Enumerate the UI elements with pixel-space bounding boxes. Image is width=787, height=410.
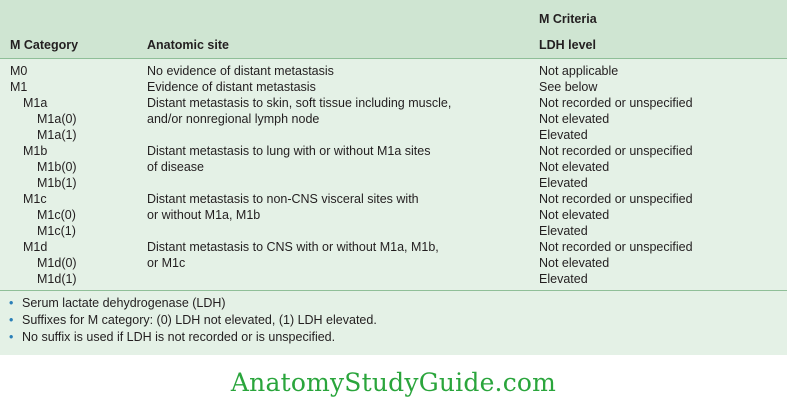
- anatomic-site-cell: of disease: [147, 160, 204, 174]
- category-cell: M1c(0): [37, 208, 76, 222]
- footnote-item: [9, 295, 226, 311]
- category-cell: M1c(1): [37, 224, 76, 238]
- category-cell: M1a(0): [37, 112, 77, 126]
- ldh-level-header: LDH level: [539, 38, 596, 52]
- ldh-level-cell: See below: [539, 80, 598, 94]
- category-cell: M1a: [23, 96, 48, 110]
- anatomic-site-cell: Evidence of distant metastasis: [147, 80, 316, 94]
- ldh-level-cell: Elevated: [539, 128, 588, 142]
- ldh-level-cell: Not applicable: [539, 64, 619, 78]
- category-cell: M1b: [23, 144, 48, 158]
- category-cell: M1d(1): [37, 272, 77, 286]
- category-cell: M1a(1): [37, 128, 77, 142]
- category-cell: M1: [10, 80, 28, 94]
- footnote-item: [9, 329, 335, 345]
- anatomic-site-cell: and/or nonregional lymph node: [147, 112, 320, 126]
- ldh-level-cell: Not elevated: [539, 256, 610, 270]
- footnote-divider: [0, 290, 787, 291]
- category-cell: M0: [10, 64, 28, 78]
- footnote-item: [9, 312, 377, 328]
- footnote-text: No suffix is used if LDH is not recorded or is unspecified.: [22, 330, 336, 344]
- bullet-icon: •: [9, 330, 14, 344]
- ldh-level-cell: Elevated: [539, 176, 588, 190]
- ldh-level-cell: Not elevated: [539, 160, 610, 174]
- footnote-text: Serum lactate dehydrogenase (LDH): [22, 296, 226, 310]
- ldh-level-cell: Elevated: [539, 224, 588, 238]
- ldh-level-cell: Not recorded or unspecified: [539, 192, 693, 206]
- category-cell: M1d: [23, 240, 48, 254]
- ldh-level-cell: Elevated: [539, 272, 588, 286]
- m-category-header: M Category: [10, 38, 79, 52]
- ldh-level-cell: Not recorded or unspecified: [539, 144, 693, 158]
- m-criteria-header: M Criteria: [539, 12, 597, 26]
- table-header: [0, 0, 787, 58]
- category-cell: M1d(0): [37, 256, 77, 270]
- anatomic-site-cell: or without M1a, M1b: [147, 208, 261, 222]
- anatomic-site-cell: No evidence of distant metastasis: [147, 64, 334, 78]
- header-divider: [0, 58, 787, 59]
- ldh-level-cell: Not elevated: [539, 112, 610, 126]
- anatomic-site-cell: Distant metastasis to skin, soft tissue including muscle,: [147, 96, 452, 110]
- anatomic-site-cell: Distant metastasis to lung with or without M1a sites: [147, 144, 431, 158]
- anatomic-site-cell: Distant metastasis to non-CNS visceral sites with: [147, 192, 419, 206]
- ldh-level-cell: Not elevated: [539, 208, 610, 222]
- anatomic-site-cell: Distant metastasis to CNS with or without M1a, M1b,: [147, 240, 439, 254]
- ldh-level-cell: Not recorded or unspecified: [539, 96, 693, 110]
- anatomic-site-cell: or M1c: [147, 256, 186, 270]
- footnote-text: Suffixes for M category: (0) LDH not elevated, (1) LDH elevated.: [22, 313, 377, 327]
- ldh-level-cell: Not recorded or unspecified: [539, 240, 693, 254]
- category-cell: M1c: [23, 192, 47, 206]
- bullet-icon: •: [9, 313, 14, 327]
- watermark-text: AnatomyStudyGuide.com: [230, 368, 557, 397]
- bullet-icon: •: [9, 296, 14, 310]
- anatomic-site-header: Anatomic site: [147, 38, 229, 52]
- category-cell: M1b(1): [37, 176, 77, 190]
- category-cell: M1b(0): [37, 160, 77, 174]
